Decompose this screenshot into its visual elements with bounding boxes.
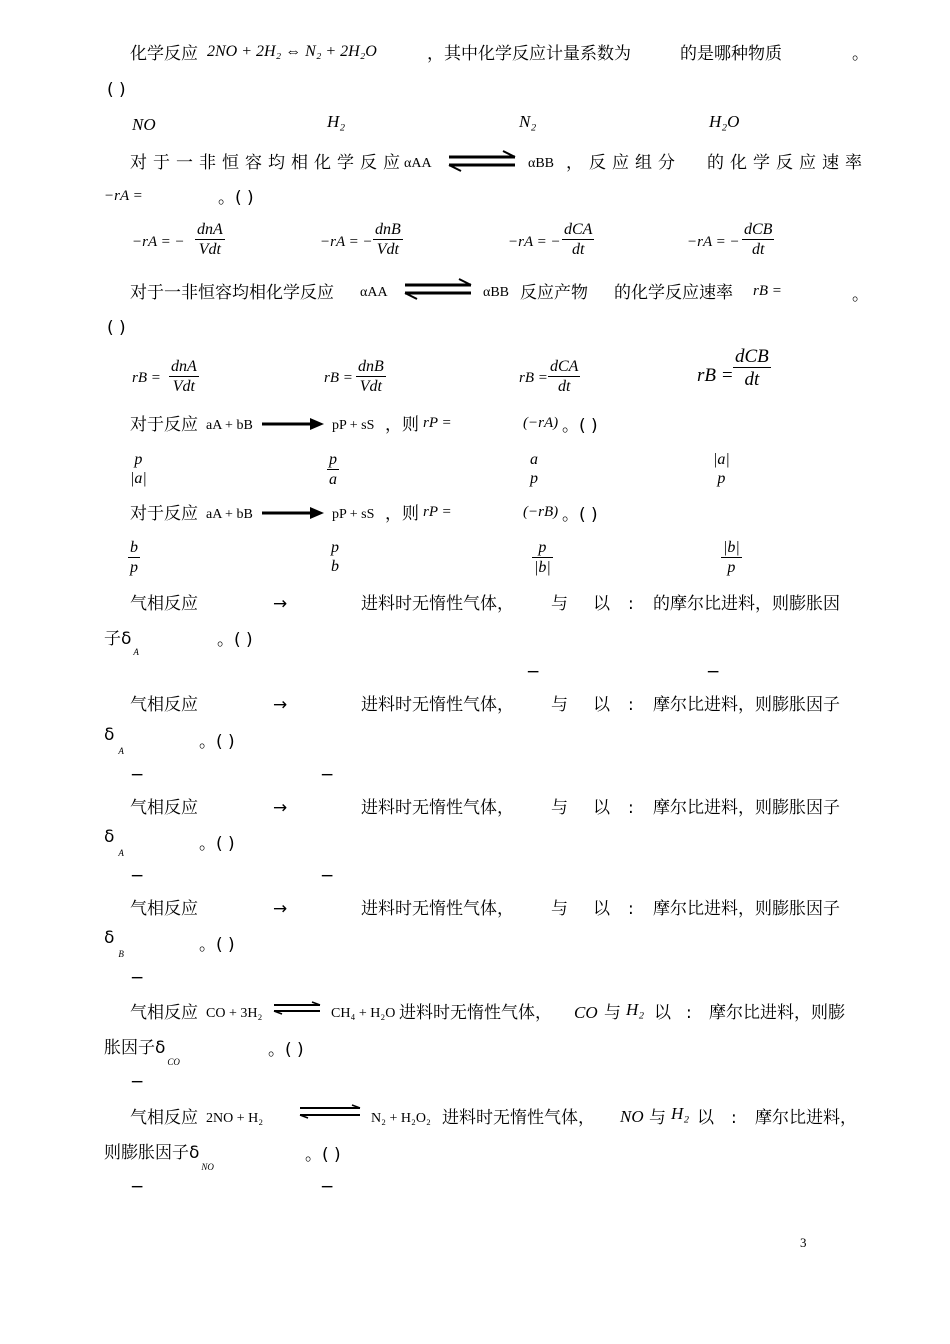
q2-option-c-lhs: −rA = − [508, 234, 561, 250]
q8-delta: $\delta_A$ [104, 827, 124, 858]
q5-rp: rP = [423, 504, 452, 520]
q7-text-e: 摩尔比进料，则膨胀因子 [653, 695, 840, 715]
q5-left: aA + bB [206, 507, 253, 522]
q2-product: αBB [528, 156, 555, 171]
q4-tail: 。( ) [562, 416, 598, 436]
q3-option-d-frac: dCB dt [735, 346, 769, 390]
q7-colon: : [628, 695, 634, 715]
q7-label: 气相反应 [130, 695, 198, 715]
q4-text2: ，则 [385, 415, 419, 435]
q1-text2: 的是哪种物质 [680, 44, 782, 64]
q8-dash-1: − [130, 866, 145, 886]
q11-species-2: H₂ [671, 1104, 690, 1123]
q5-option-b-frac: p b [331, 539, 339, 575]
q4-rate: (−rA) [523, 415, 559, 431]
page-number: 3 [800, 1235, 807, 1250]
q3-text: 对于一非恒容均相化学反应 [130, 283, 334, 303]
q5-text: 对于反应 [130, 504, 198, 524]
q2-text2: ，反应组分 [566, 153, 681, 173]
q3-option-b-frac: dnB Vdt [358, 358, 384, 395]
q11-label: 气相反应 [130, 1108, 198, 1128]
q7-dash-2: − [320, 765, 335, 785]
q2-option-d-lhs: −rA = − [687, 234, 740, 250]
q1-prefix: 化学反应 [130, 44, 198, 64]
q3-answer-paren: ( ) [107, 318, 126, 338]
reaction-arrow-icon [262, 417, 324, 431]
q3-product: αBB [483, 285, 510, 300]
q11-text-d: 以 [697, 1108, 714, 1128]
q2-option-b-frac: dnB Vdt [375, 221, 401, 258]
q2-option-a-frac: dnA Vdt [197, 221, 223, 258]
q4-right: pP + sS [332, 418, 375, 433]
q1-equation: 2NO + 2H₂ ⇔ N₂ + 2H₂O [207, 43, 377, 60]
q10-species-2: H₂ [626, 1000, 645, 1019]
q10-delta: 胀因子$\delta_{CO}$ [104, 1038, 180, 1067]
q3-period: 。 [852, 285, 869, 305]
q4-rp: rP = [423, 415, 452, 431]
q8-label: 气相反应 [130, 798, 198, 818]
q10-species-1: CO [574, 1003, 598, 1022]
q11-tail: 。( ) [305, 1145, 341, 1165]
q2-reactant: αAA [404, 156, 432, 171]
q2-text: 对于一非恒容均相化学反应 [130, 153, 406, 173]
q6-text-d: 以 [593, 594, 610, 614]
q5-rate: (−rB) [523, 504, 559, 520]
q10-text-e: 摩尔比进料，则膨 [709, 1003, 845, 1023]
q7-tail: 。( ) [199, 732, 235, 752]
q6-text-c: 与 [551, 594, 568, 614]
q5-right: pP + sS [332, 507, 375, 522]
q1-option-d: H₂O [709, 112, 740, 131]
q11-text-e: 摩尔比进料， [755, 1108, 857, 1128]
q9-dash-1: − [130, 968, 145, 988]
q10-text-d: 以 [654, 1003, 671, 1023]
q8-text-b: 进料时无惰性气体， [361, 798, 514, 818]
q3-option-d-lhs: rB = [697, 365, 734, 386]
q2-option-d-frac: dCB dt [744, 221, 773, 258]
q5-tail: 。( ) [562, 505, 598, 525]
q6-text-e: 的摩尔比进料，则膨胀因 [653, 594, 840, 614]
q8-text-d: 以 [593, 798, 610, 818]
q11-text-b: 进料时无惰性气体， [442, 1108, 595, 1128]
equilibrium-arrow-icon [298, 1104, 364, 1120]
q4-text: 对于反应 [130, 415, 198, 435]
q11-species-1: NO [620, 1107, 644, 1126]
q3-rate: rB = [753, 283, 782, 299]
q8-text-e: 摩尔比进料，则膨胀因子 [653, 798, 840, 818]
q11-text-c: 与 [649, 1108, 666, 1128]
q2-option-c-frac: dCA dt [564, 221, 593, 258]
q7-arrow: → [273, 695, 288, 715]
q4-option-d-frac: |a| p [713, 451, 730, 487]
q2-text3: 的化学反应速率 [707, 153, 868, 173]
q5-text2: ，则 [385, 504, 419, 524]
q10-colon: : [686, 1003, 692, 1023]
q9-text-d: 以 [593, 899, 610, 919]
equilibrium-arrow-icon [272, 1001, 324, 1017]
q11-dash-1: − [130, 1177, 145, 1197]
q6-arrow: → [273, 594, 288, 614]
equilibrium-arrow-icon [447, 150, 519, 172]
q11-left: 2NO + H₂ [206, 1111, 264, 1126]
q1-option-b: H₂ [327, 112, 346, 131]
q3-option-c-lhs: rB = [519, 370, 548, 386]
q3-option-a-lhs: rB = [132, 370, 161, 386]
q8-text-c: 与 [551, 798, 568, 818]
q1-text: ，其中化学反应计量系数为 [427, 44, 631, 64]
q7-text-c: 与 [551, 695, 568, 715]
q11-dash-2: − [320, 1177, 335, 1197]
q9-text-c: 与 [551, 899, 568, 919]
q9-arrow: → [273, 899, 288, 919]
q11-colon: : [731, 1108, 737, 1128]
q4-left: aA + bB [206, 418, 253, 433]
q10-left: CO + 3H₂ [206, 1006, 263, 1021]
q6-text-b: 进料时无惰性气体， [361, 594, 514, 614]
q6-dash-1: − [526, 662, 541, 682]
q3-reactant: αAA [360, 285, 388, 300]
equilibrium-arrow-icon [403, 278, 475, 300]
q9-delta: $\delta_B$ [104, 928, 124, 959]
q10-text-b: 进料时无惰性气体， [399, 1003, 552, 1023]
q10-label: 气相反应 [130, 1003, 198, 1023]
q1-option-c: N₂ [519, 112, 537, 131]
q8-dash-2: − [320, 866, 335, 886]
q10-right: CH₄ + H₂O [331, 1006, 396, 1021]
q8-tail: 。( ) [199, 834, 235, 854]
q5-option-a-frac: $\frac{b}{p}$ [130, 539, 138, 576]
q8-colon: : [628, 798, 634, 818]
q3-option-b-lhs: rB = [324, 370, 353, 386]
q11-delta: 则膨胀因子$\delta_{NO}$ [104, 1143, 214, 1172]
q2-rate: −rA = [104, 188, 143, 204]
q5-option-d-frac: $\frac{|b|}{p}$ [723, 539, 740, 576]
q1-answer-paren: ( ) [107, 80, 126, 100]
q4-option-b-frac: $\frac{p}{a}$ [329, 451, 337, 488]
q9-tail: 。( ) [199, 935, 235, 955]
q1-option-a: NO [132, 115, 156, 134]
q2-option-b-lhs: −rA = − [320, 234, 373, 250]
q3-text3: 的化学反应速率 [614, 283, 733, 303]
q6-delta: 子$\delta_A$ [104, 629, 139, 657]
q10-dash-1: − [130, 1072, 145, 1092]
q2-tail: 。( ) [218, 188, 254, 208]
q3-option-c-frac: dCA dt [550, 358, 579, 395]
q3-option-a-frac: dnA Vdt [171, 358, 197, 395]
q6-colon: : [628, 594, 634, 614]
reaction-arrow-icon [262, 506, 324, 520]
q6-tail: 。( ) [217, 630, 253, 650]
q3-text2: 反应产物 [520, 283, 588, 303]
q1-period: 。 [852, 44, 869, 64]
q5-option-c-frac: $\frac{p}{|b|}$ [534, 539, 551, 576]
q4-option-a-frac: p |a| [130, 451, 147, 487]
q10-text-c: 与 [604, 1003, 621, 1023]
q7-delta: $\delta_A$ [104, 725, 124, 756]
q7-dash-1: − [130, 765, 145, 785]
q9-text-b: 进料时无惰性气体， [361, 899, 514, 919]
q7-text-d: 以 [593, 695, 610, 715]
q10-tail: 。( ) [268, 1040, 304, 1060]
q11-right: N₂ + H₂O₂ [371, 1111, 431, 1126]
q6-dash-2: − [706, 662, 721, 682]
q7-text-b: 进料时无惰性气体， [361, 695, 514, 715]
q9-label: 气相反应 [130, 899, 198, 919]
q6-label: 气相反应 [130, 594, 198, 614]
q9-text-e: 摩尔比进料，则膨胀因子 [653, 899, 840, 919]
q4-option-c-frac: a p [530, 451, 538, 487]
q8-arrow: → [273, 798, 288, 818]
q2-option-a-lhs: −rA = − [132, 234, 185, 250]
q9-colon: : [628, 899, 634, 919]
